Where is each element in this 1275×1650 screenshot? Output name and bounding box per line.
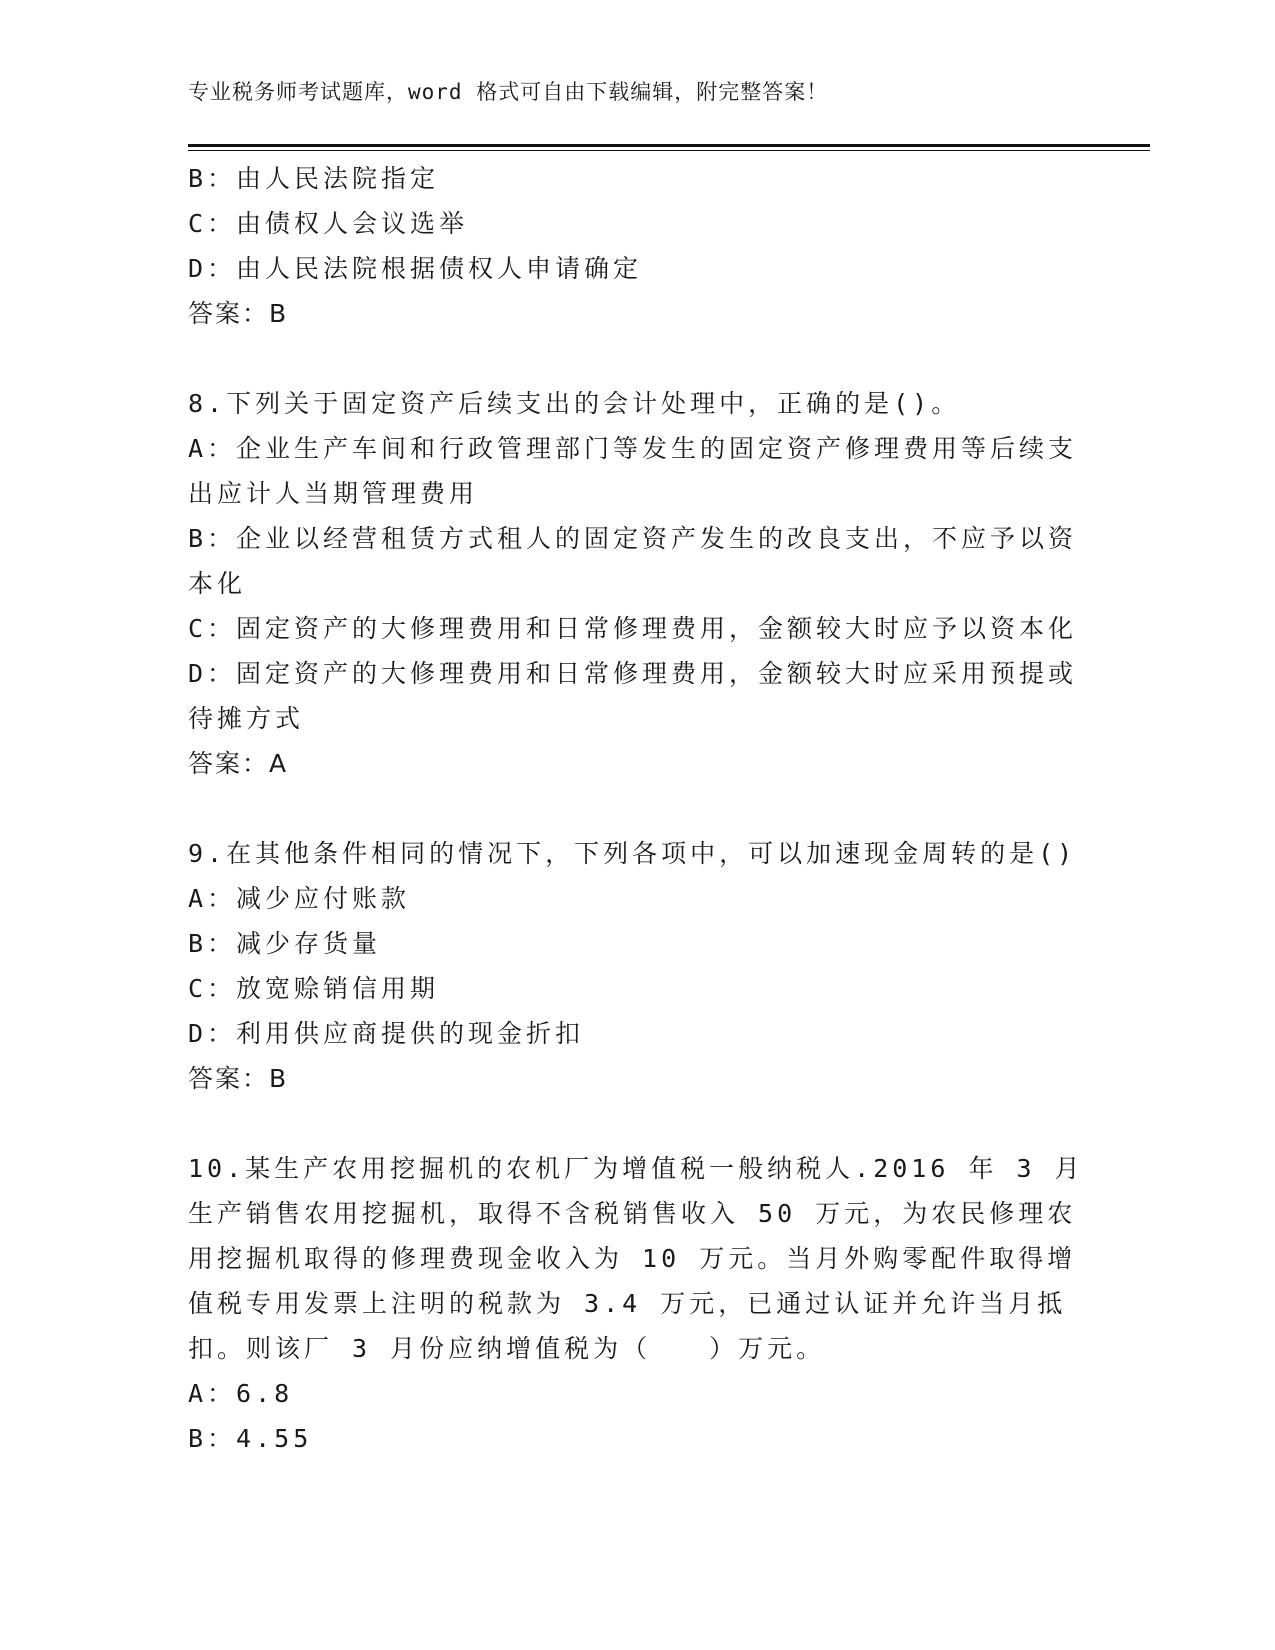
answer: 答案：B (188, 1064, 289, 1093)
spacer (188, 336, 1088, 381)
question-9 (188, 831, 1088, 1101)
question-content (188, 156, 1088, 1461)
option-b: B：由人民法院指定 (188, 164, 440, 193)
question-stem: 8.下列关于固定资产后续支出的会计处理中，正确的是()。 (188, 389, 961, 418)
answer: 答案：A (188, 749, 289, 778)
option-a: A：减少应付账款 (188, 884, 411, 913)
option-b: B：4.55 (188, 1424, 313, 1453)
option-b: B：企业以经营租赁方式租人的固定资产发生的改良支出，不应予以资本化 (188, 524, 1078, 598)
option-a: A：企业生产车间和行政管理部门等发生的固定资产修理费用等后续支出应计人当期管理费用 (188, 434, 1078, 508)
option-c: C：放宽赊销信用期 (188, 974, 440, 1003)
header-divider-thin (188, 150, 1150, 151)
spacer (188, 786, 1088, 831)
option-d: D：由人民法院根据债权人申请确定 (188, 254, 643, 283)
option-c: C：由债权人会议选举 (188, 209, 469, 238)
question-10 (188, 1146, 1088, 1461)
answer: 答案：B (188, 299, 289, 328)
option-a: A：6.8 (188, 1379, 294, 1408)
question-8 (188, 381, 1088, 786)
page-header-note: 专业税务师考试题库，word 格式可自由下载编辑，附完整答案！ (188, 80, 829, 104)
option-d: D：利用供应商提供的现金折扣 (188, 1019, 585, 1048)
option-c: C：固定资产的大修理费用和日常修理费用，金额较大时应予以资本化 (188, 614, 1078, 643)
question-stem: 10.某生产农用挖掘机的农机厂为增值税一般纳税人.2016 年 3 月生产销售农用挖掘机，取得不含税销售收入 50 万元，为农民修理农用挖掘机取得的修理费现金收入为 10 万元。当月外购零配件取得增值税专用发票上注明的税款为 3.4 万元，已通过认证并允许当月抵扣。则该厂 3 月份应纳增值税为（ ）万元。 (188, 1154, 1084, 1363)
spacer (188, 1101, 1088, 1146)
question-stem: 9.在其他条件相同的情况下，下列各项中，可以加速现金周转的是() (188, 839, 1077, 868)
option-b: B：减少存货量 (188, 929, 382, 958)
question-7 (188, 156, 1088, 336)
header-divider-thick (188, 144, 1150, 147)
option-d: D：固定资产的大修理费用和日常修理费用，金额较大时应采用预提或待摊方式 (188, 659, 1078, 733)
